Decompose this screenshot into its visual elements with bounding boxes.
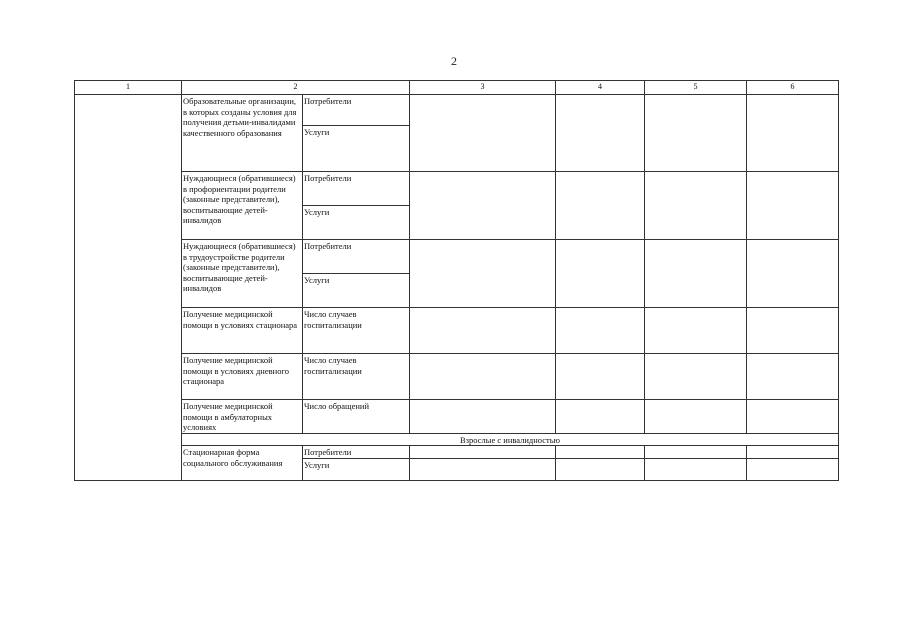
value-cell [645,400,747,434]
page-number: 2 [451,54,457,68]
indicator-cell: Потребители [303,172,410,206]
value-cell [556,308,645,354]
value-cell [645,240,747,308]
value-cell [747,458,839,480]
indicator-cell: Число обращений [303,400,410,434]
header-row [75,81,839,95]
category-cell: Получение медицинской помощи в условиях дневного стационара [182,354,303,400]
indicator-cell: Услуги [303,126,410,172]
value-cell [556,172,645,240]
value-cell [410,95,556,172]
value-cell [645,458,747,480]
value-cell [747,354,839,400]
value-cell [645,172,747,240]
value-cell [410,458,556,480]
value-cell [556,458,645,480]
header-col-4: 4 [556,81,645,95]
category-cell: Получение медицинской помощи в амбулаторных условиях [182,400,303,434]
header-col-6: 6 [747,81,839,95]
category-cell: Стационарная форма социального обслуживания [182,446,303,481]
value-cell [410,240,556,308]
indicator-cell: Число случаев госпитализации [303,354,410,400]
indicator-cell: Число случаев госпитализации [303,308,410,354]
category-cell: Получение медицинской помощи в условиях стационара [182,308,303,354]
table-row [75,400,839,434]
header-col-5: 5 [645,81,747,95]
col1-merged-cell [75,95,182,481]
value-cell [747,446,839,459]
value-cell [556,446,645,459]
value-cell [410,400,556,434]
table-row [75,240,839,274]
table-row [75,95,839,126]
table-row [75,354,839,400]
value-cell [556,240,645,308]
header-col-1: 1 [75,81,182,95]
value-cell [747,400,839,434]
section-row [75,433,839,446]
value-cell [747,308,839,354]
indicator-cell: Потребители [303,240,410,274]
indicator-cell: Услуги [303,206,410,240]
value-cell [410,172,556,240]
indicator-cell: Услуги [303,274,410,308]
table-row [75,308,839,354]
value-cell [645,95,747,172]
table-row [75,172,839,206]
value-cell [556,354,645,400]
value-cell [645,446,747,459]
value-cell [645,308,747,354]
category-cell: Нуждающиеся (обратившиеся) в профориентации родители (законные представители), воспитывающие детей-инвалидов [182,172,303,240]
value-cell [410,308,556,354]
value-cell [747,95,839,172]
value-cell [556,95,645,172]
value-cell [556,400,645,434]
section-title: Взрослые с инвалидностью [182,433,839,446]
indicator-cell: Потребители [303,95,410,126]
header-col-3: 3 [410,81,556,95]
value-cell [645,354,747,400]
value-cell [410,354,556,400]
indicator-cell: Услуги [303,458,410,480]
data-table [74,80,839,481]
value-cell [747,240,839,308]
category-cell: Образовательные организации, в которых созданы условия для получения детьми-инвалидами качественного образования [182,95,303,172]
value-cell [747,172,839,240]
value-cell [410,446,556,459]
header-col-2: 2 [182,81,410,95]
table-row [75,446,839,459]
category-cell: Нуждающиеся (обратившиеся) в трудоустройстве родители (законные представители), воспитывающие детей-инвалидов [182,240,303,308]
indicator-cell: Потребители [303,446,410,459]
